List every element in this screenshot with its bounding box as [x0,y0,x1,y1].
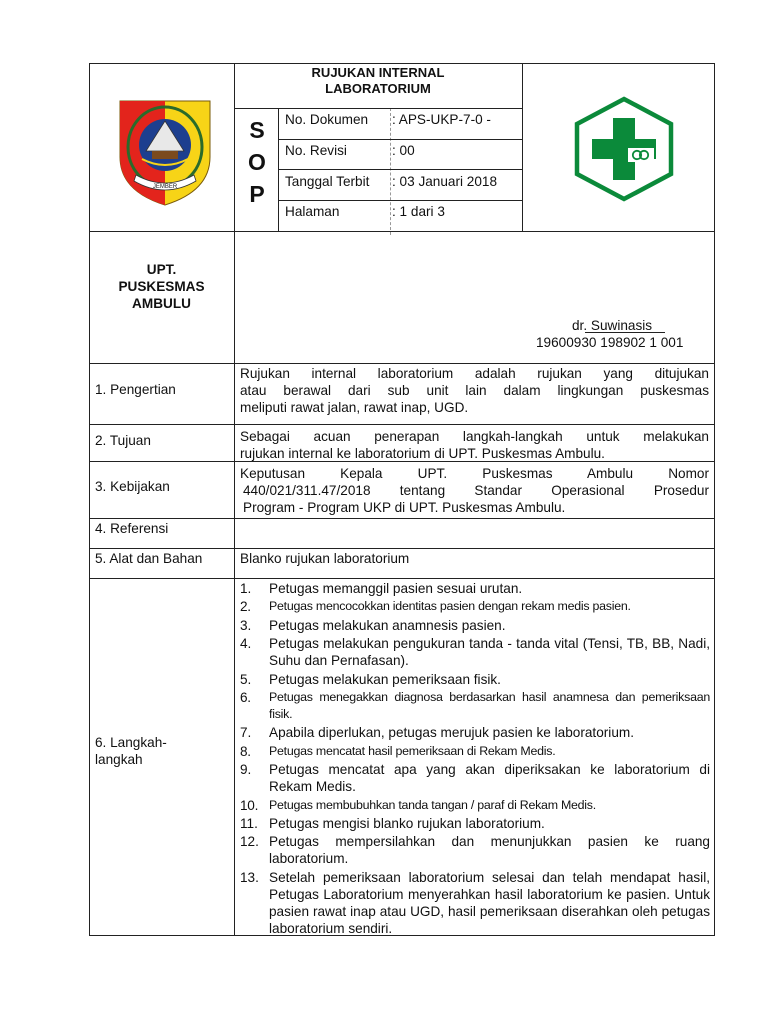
step-number: 3. [240,617,252,633]
divider [89,363,715,364]
step-number: 8. [240,743,251,759]
label-line: langkah [95,752,143,767]
procedure-step [240,797,710,814]
procedure-step [240,815,710,832]
section-label-langkah [95,734,167,768]
step-number: 2. [240,599,251,615]
doc-field-label: Tanggal Terbit [285,174,370,189]
step-number: 10. [240,797,259,813]
jember-regency-logo [116,95,214,207]
step-number: 13. [240,869,259,885]
section-body-pengertian [240,365,709,416]
divider [89,578,715,579]
step-number: 11. [240,815,258,831]
step-number: 9. [240,762,252,778]
puskesmas-health-logo [570,96,678,202]
step-text: Petugas melakukan anamnesis pasien. [269,617,506,633]
procedure-step [240,617,710,634]
section-body-kebijakan [240,465,709,516]
divider [234,108,522,109]
text-line: Keputusan Kepala UPT. Puskesmas Ambulu Nomor [240,466,709,481]
label-line: 6. Langkah- [95,735,167,750]
procedure-step [240,869,710,937]
step-number: 5. [240,671,252,687]
step-text: Apabila diperlukan, petugas merujuk pasien ke laboratorium. [269,725,634,741]
divider [278,169,522,170]
signer-nip: 19600930 198902 1 001 [536,335,684,350]
step-text: Petugas mempersilahkan dan menunjukkan pasien ke ruang laboratorium. [269,834,710,867]
divider [89,231,715,232]
section-label-tujuan: 2. Tujuan [95,433,151,448]
sop-letter-s: S [249,117,265,143]
org-line: AMBULU [132,296,191,311]
section-label-alat: 5. Alat dan Bahan [95,551,203,566]
step-text: Petugas membubuhkan tanda tangan / paraf di Rekam Medis. [269,797,596,812]
doc-field-label: Halaman [285,204,340,219]
step-number: 7. [240,725,252,741]
section-label-pengertian: 1. Pengertian [95,382,176,397]
procedure-step [240,635,710,669]
doc-field-value: : 1 dari 3 [392,204,445,219]
procedure-steps-list [240,580,710,938]
section-body-alat: Blanko rujukan laboratorium [240,551,410,566]
divider [234,63,235,936]
divider [390,108,391,235]
signer-underline [585,332,665,333]
procedure-step [240,580,710,597]
step-text: Petugas mencatat hasil pemeriksaan di Rekam Medis. [269,743,556,758]
divider [278,139,522,140]
section-body-tujuan [240,428,709,462]
step-number: 4. [240,636,252,652]
procedure-step [240,833,710,867]
org-line: UPT. [146,262,177,277]
divider [89,424,715,425]
text-line: Program - Program UKP di UPT. Puskesmas Ambulu. [243,500,566,515]
step-text: Petugas memanggil pasien sesuai urutan. [269,581,523,596]
step-text: Petugas melakukan pengukuran tanda - tanda vital (Tensi, TB, BB, Nadi, Suhu dan Pernafasan). [269,636,710,669]
sop-letter-o: O [248,149,266,175]
procedure-step [240,724,710,741]
signer-name: dr. Suwinasis [572,318,653,333]
divider [89,548,715,549]
step-text: Petugas mencatat apa yang akan diperiksakan ke laboratorium di Rekam Medis. [269,762,710,795]
text-line: rujukan internal ke laboratorium di UPT. Puskesmas Ambulu. [240,446,605,461]
org-line: PUSKESMAS [118,279,205,294]
text-line: meliputi rawat jalan, rawat inap, UGD. [240,400,469,415]
step-number: 6. [240,689,251,705]
text-line: atau berawal dari sub unit lain dalam lingkungan puskesmas [240,383,709,398]
procedure-step [240,761,710,795]
doc-field-label: No. Revisi [285,143,347,158]
doc-field-label: No. Dokumen [285,112,369,127]
organization-name [89,261,234,312]
procedure-step [240,598,710,615]
title-line: RUJUKAN INTERNAL [311,65,445,80]
step-text: Petugas menegakkan diagnosa berdasarkan hasil anamnesa dan pemeriksaan fisik. [269,689,710,721]
step-text: Petugas melakukan pemeriksaan fisik. [269,671,501,687]
procedure-step [240,689,710,723]
step-text: Petugas mencocokkan identitas pasien dengan rekam medis pasien. [269,599,631,614]
doc-field-value: : 03 Januari 2018 [392,174,498,189]
document-title [234,65,522,97]
text-line: 440/021/311.47/2018 tentang Standar Operasional Prosedur [243,483,709,498]
divider [522,63,523,231]
step-number: 1. [240,581,252,596]
section-label-referensi: 4. Referensi [95,521,169,536]
procedure-step [240,671,710,688]
divider [89,518,715,519]
sop-letter-p: P [249,181,265,207]
doc-field-value: : 00 [392,143,415,158]
title-line: LABORATORIUM [325,81,431,96]
text-line: Rujukan internal laboratorium adalah rujukan yang ditujukan [240,366,709,381]
section-label-kebijakan: 3. Kebijakan [95,479,170,494]
step-number: 12. [240,834,259,850]
text-line: Sebagai acuan penerapan langkah-langkah untuk melakukan [240,429,709,444]
procedure-step [240,743,710,760]
step-text: Petugas mengisi blanko rujukan laboratorium. [269,815,545,831]
logo-ribbon-text: JEMBER [152,184,178,190]
step-text: Setelah pemeriksaan laboratorium selesai dan telah mendapat hasil, Petugas Laboratorium menyerahkan hasil laboratorium ke pasien. Untuk pasien rawat inap atau UGD, hasil pemeriksaan diserahkan oleh petugas laboratorium sendiri. [269,869,710,936]
divider [278,200,522,201]
doc-field-value: : APS-UKP-7-0 - [392,112,491,127]
